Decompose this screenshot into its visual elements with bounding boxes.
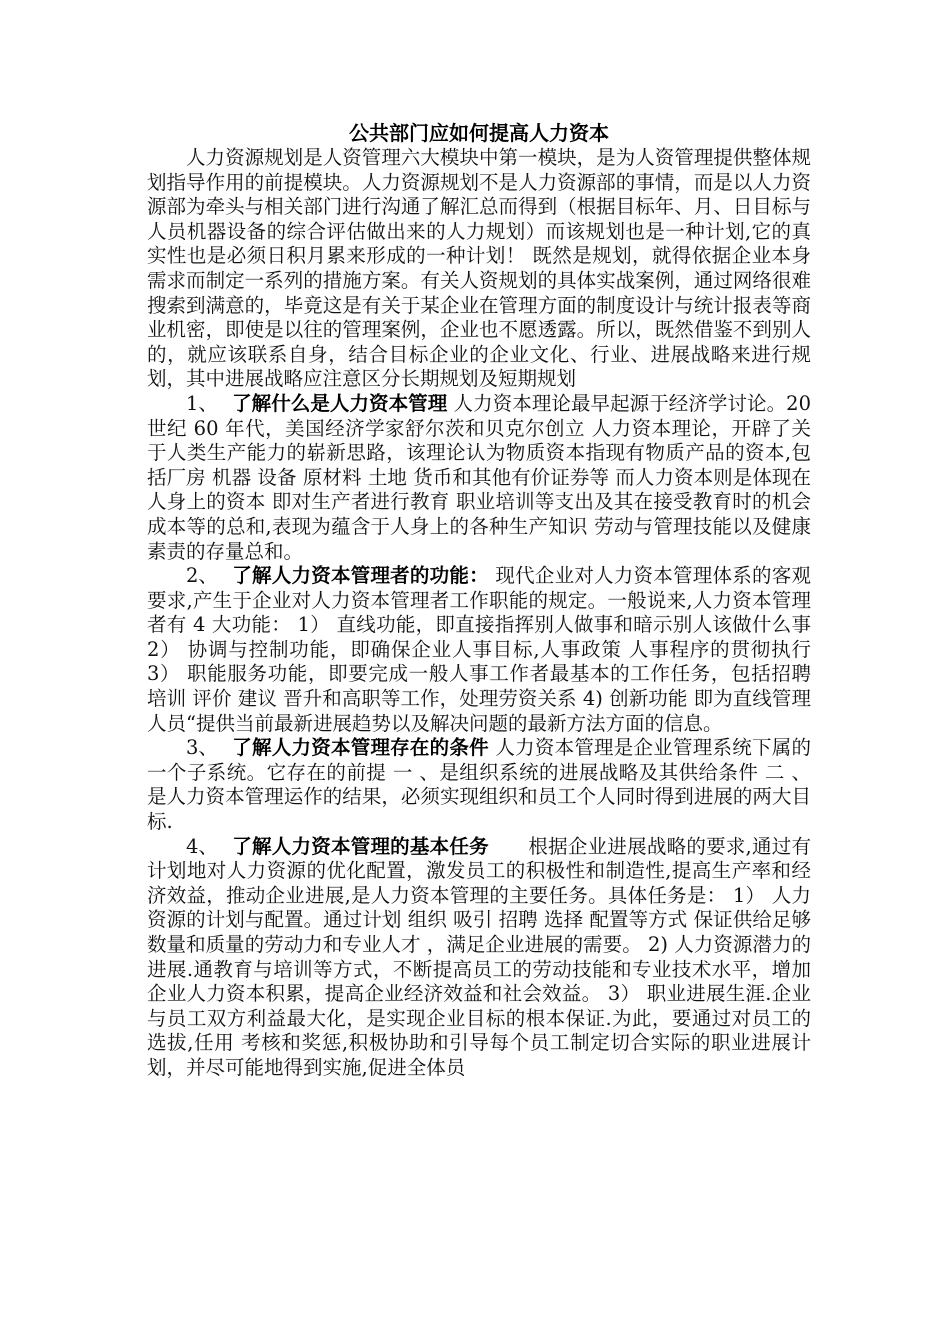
section-number: 1、 xyxy=(186,391,218,415)
section-body: 根据企业进展战略的要求,通过有计划地对人力资源的优化配置，激发员工的积极性和制造性,提高生产率和经济效益，推动企业进展,是人力资本管理的主要任务。具体任务是： 1） 人力资源的计划与配置。通过计划 组织 吸引 招聘 选择 配置等方式 保证供给足够数量和质量的劳动力和专业人才 ，满足企业进展的需要。 2) 人力资源潜力的进展.通教育与培训等方式，不断提高员工的劳动技能和专业技术水平，增加企业人力资本积累，提高企业经济效益和社会效益。 3） 职业进展生涯.企业与员工双方利益最大化，是实现企业目标的根本保证.为此，要通过对员工的选拔,任用 考核和奖惩,积极协助和引导每个员工制定切合实际的职业进展计划，并尽可能地得到实施,促进全体员 xyxy=(147,834,811,1079)
document-body xyxy=(147,120,811,1081)
document-title: 公共部门应如何提高人力资本 xyxy=(349,121,609,145)
section-heading: 了解人力资本管理者的功能： xyxy=(232,564,489,588)
section-4 xyxy=(147,835,811,1081)
section-number: 4、 xyxy=(186,834,218,858)
section-heading: 了解人力资本管理存在的条件 xyxy=(232,736,489,760)
section-heading: 了解什么是人力资本管理 xyxy=(232,391,448,415)
intro-paragraph: 人力资源规划是人资管理六大模块中第一模块，是为人资管理提供整体规划指导作用的前提模块。人力资源规划不是人力资源部的事情，而是以人力资源部为牵头与相关部门进行沟通了解汇总而得到（根据目标年、月、日目标与人员机器设备的综合评估做出来的人力规划）而该规划也是一种计划,它的真实性也是必须日积月累来形成的一种计划！ 既然是规划，就得依据企业本身需求而制定一系列的措施方案。有关人资规划的具体实战案例，通过网络很难搜索到满意的，毕竟这是有关于某企业在管理方面的制度设计与统计报表等商业机密，即使是以往的管理案例，企业也不愿透露。所以，既然借鉴不到别人的，就应该联系自身，结合目标企业的企业文化、行业、进展战略来进行规划，其中进展战略应注意区分长期规划及短期规划 xyxy=(147,146,811,391)
section-3 xyxy=(147,736,811,834)
section-number: 2、 xyxy=(186,564,218,588)
section-body: 现代企业对人力资本管理体系的客观要求,产生于企业对人力资本管理者工作职能的规定。一般说来,人力资本管理者有 4 大功能： 1） 直线功能，即直接指挥别人做事和暗示别人该做什么事 2） 协调与控制功能，即确保企业人事目标,人事政策 人事程序的贯彻执行 3） 职能服务功能，即要完成一般人事工作者最基本的工作任务，包括招聘 培训 评价 建议 晋升和高职等工作，处理劳资关系 4) 创新功能 即为直线管理人员“提供当前最新进展趋势以及解决问题的最新方法方面的信息。 xyxy=(147,564,811,735)
section-2 xyxy=(147,564,811,736)
section-body: 人力资本管理是企业管理系统下属的一个子系统。它存在的前提 一 、是组织系统的进展战略及其供给条件 二 、是人力资本管理运作的结果，必须实现组织和员工个人同时得到进展的两大目标. xyxy=(147,736,811,834)
section-number: 3、 xyxy=(186,736,218,760)
section-body: 人力资本理论最早起源于经济学讨论。20 世纪 60 年代，美国经济学家舒尔茨和贝克尔创立 人力资本理论，开辟了关于人类生产能力的崭新思路，该理论认为物质资本指现有物质产品的资本,包括厂房 机器 设备 原材料 土地 货币和其他有价证券等 而人力资本则是体现在人身上的资本 即对生产者进行教育 职业培训等支出及其在接受教育时的机会成本等的总和,表现为蕴含于人身上的各种生产知识 劳动与管理技能以及健康素责的存量总和。 xyxy=(147,391,811,563)
section-1 xyxy=(147,392,811,564)
section-heading: 了解人力资本管理的基本任务 xyxy=(232,834,489,858)
